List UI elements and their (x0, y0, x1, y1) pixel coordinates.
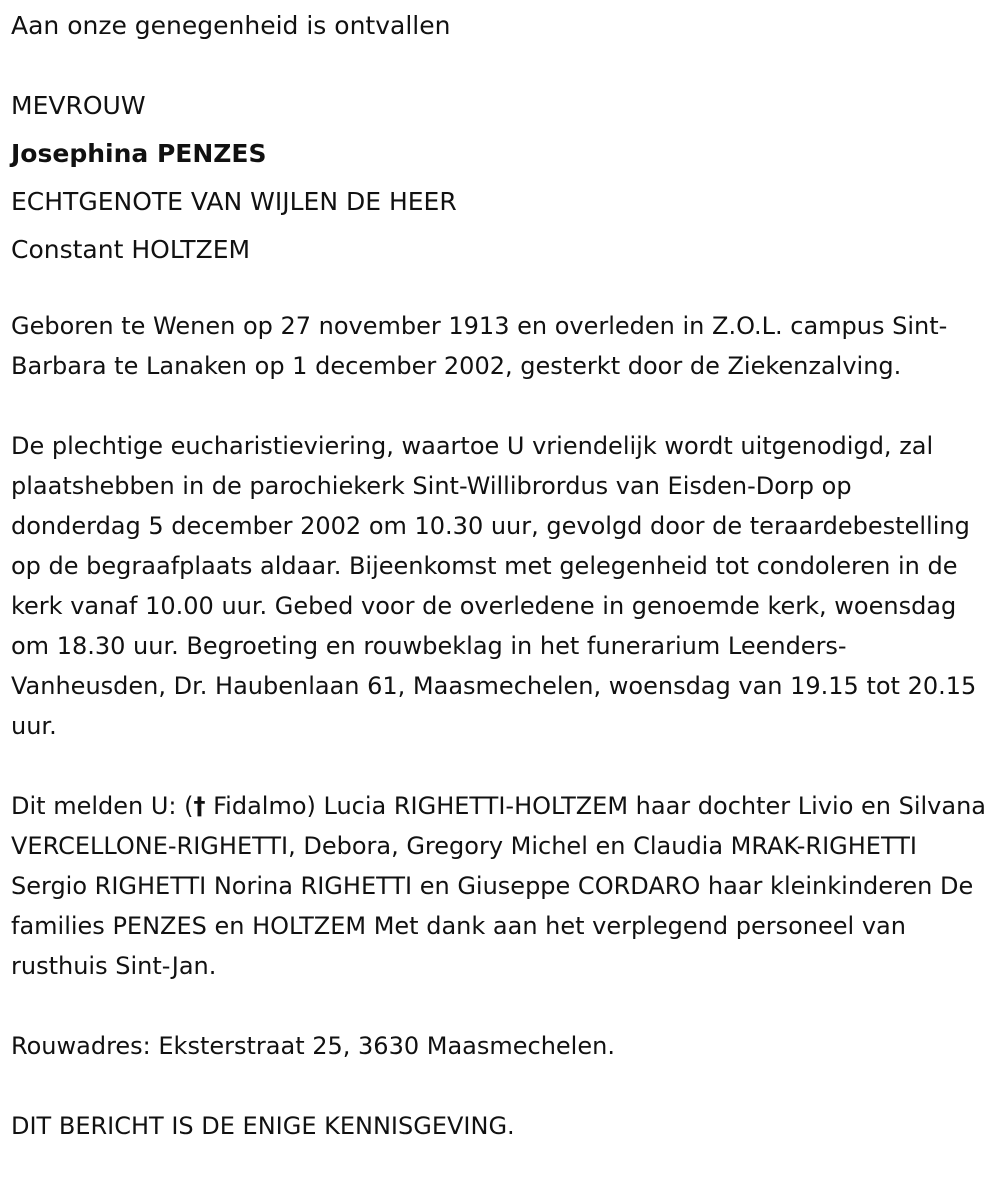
family-text: Fidalmo) Lucia RIGHETTI-HOLTZEM haar dochter Livio en Silvana VERCELLONE-RIGHETTI, Debora, Gregory Michel en Claudia MRAK-RIGHETTI Sergio RIGHETTI Norina RIGHETTI en Giuseppe CORDARO haar kleinkinderen De families PENZES en HOLTZEM Met dank aan het verplegend personeel van rusthuis Sint-Jan. (11, 792, 987, 980)
birth-death-paragraph: Geboren te Wenen op 27 november 1913 en overleden in Z.O.L. campus Sint-Barbara te Lanaken op 1 december 2002, gesterkt door de Ziekenzalving. (11, 312, 948, 380)
spacer (11, 274, 986, 306)
address-line: Rouwadres: Eksterstraat 25, 3630 Maasmechelen. (11, 1032, 615, 1060)
cross-icon: † (193, 792, 206, 820)
family-paragraph (11, 786, 986, 986)
spacer (11, 386, 986, 426)
ceremony-paragraph: De plechtige eucharistieviering, waartoe U vriendelijk wordt uitgenodigd, zal plaatshebben in de parochiekerk Sint-Willibrordus van Eisden-Dorp op donderdag 5 december 2002 om 10.30 uur, gevolgd door de teraardebestelling op de begraafplaats aldaar. Bijeenkomst met gelegenheid tot condoleren in de kerk vanaf 10.00 uur. Gebed voor de overledene in genoemde kerk, woensdag om 18.30 uur. Begroeting en rouwbeklag in het funerarium Leenders-Vanheusden, Dr. Haubenlaan 61, Maasmechelen, woensdag van 19.15 tot 20.15 uur. (11, 432, 977, 740)
obituary-notice (0, 2, 1000, 1202)
title-prefix: MEVROUW (11, 91, 146, 120)
closing-line: DIT BERICHT IS DE ENIGE KENNISGEVING. (11, 1112, 515, 1140)
spacer (11, 1066, 986, 1106)
spacer (11, 986, 986, 1026)
deceased-name: Josephina PENZES (11, 139, 267, 168)
family-prefix: Dit melden U: ( (11, 792, 194, 820)
spacer (11, 746, 986, 786)
intro-line: Aan onze genegenheid is ontvallen (11, 11, 451, 40)
relation-line: ECHTGENOTE VAN WIJLEN DE HEER (11, 187, 457, 216)
spacer (11, 50, 986, 82)
spouse-name: Constant HOLTZEM (11, 235, 251, 264)
